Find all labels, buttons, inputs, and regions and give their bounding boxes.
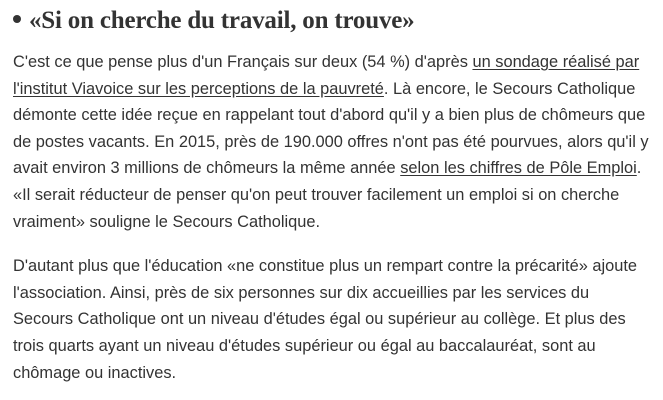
section-heading [13,6,653,36]
paragraph-1-text-b: . Là encore, le Secours Catholique démonte cette idée reçue en rappelant tout d'abord qu'il y a bien plus de chômeurs que de postes vacants. En 2015, près de 190.000 offres n'ont pas été pourvues, alors qu'il y avait environ 3 millions de chômeurs la même année [13,79,649,178]
section-heading-text: «Si on cherche du travail, on trouve» [29,7,415,34]
pole-emploi-link[interactable]: selon les chiffres de Pôle Emploi [400,159,637,178]
paragraph-1 [13,49,653,235]
viavoice-survey-link[interactable]: un sondage réalisé par l'institut Viavoice sur les perceptions de la pauvreté [13,53,640,98]
paragraph-2: D'autant plus que l'éducation «ne constitue plus un rempart contre la précarité» ajoute l'association. Ainsi, près de six personnes sur dix accueillies par les services du Secours Catholique ont un niveau d'études égal ou supérieur au collège. Et plus des trois quarts ayant un niveau d'études supérieur ou égal au baccalauréat, sont au chômage ou inactives. [13,257,638,382]
paragraph-1-text-c: . «Il serait réducteur de penser qu'on peut trouver facilement un emploi si on cherche vraiment» souligne le Secours Catholique. [13,159,642,231]
paragraph-1-text-a: C'est ce que pense plus d'un Français sur deux (54 %) d'après [13,53,473,71]
bullet-icon [13,15,21,23]
